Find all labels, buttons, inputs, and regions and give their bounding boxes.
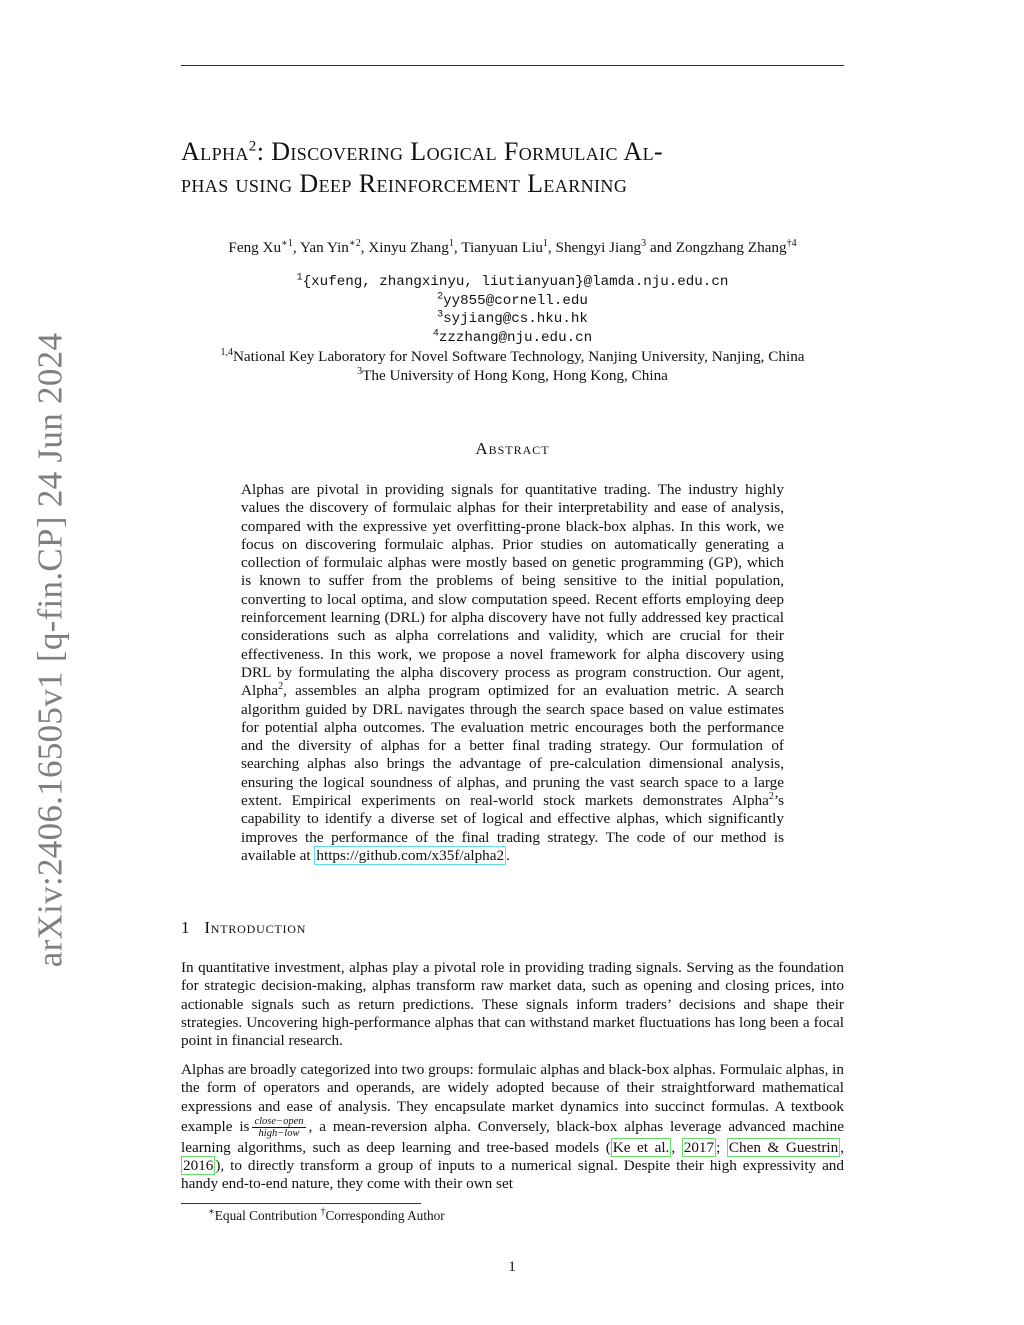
author: [461, 239, 548, 256]
author-separator: ,: [360, 239, 369, 256]
author-name: Feng Xu: [228, 239, 282, 256]
abstract-body: [241, 481, 784, 865]
abstract-text: Alphas are pivotal in providing signals for quantitative trading. The industry highly values the discovery of formulaic alphas for their interpretability and ease of analysis, compared with the expressive yet overfitting-prone black-box alphas. In this work, we focus on discovering formulaic alphas. Prior studies on automatically generating a collection of formulaic alphas were mostly based on genetic programming (GP), which is known to suffer from the problems of being sensitive to the initial population, converting to local optima, and slow computation speed. Recent efforts employing deep reinforcement learning (DRL) for alpha discovery have not fully addressed key practical considerations such as alpha correlations and validity, which are crucial for their effectiveness. In this work, we propose a novel framework for alpha discovery using DRL by formulating the alpha discovery process as program construction. Our agent, Alpha: [241, 481, 784, 700]
abstract-superscript: 2: [768, 790, 774, 802]
abstract-text: , assembles an alpha program optimized for an evaluation metric. A search algorithm guided by DRL navigates through the search space based on value estimates for potential alpha outcomes. The evaluation metric encourages both the performance and the diversity of alphas for a better final trading strategy. Our formulation of searching alphas also brings the advantage of pre-calculation dimensional analysis, ensuring the logical soundness of alphas, and pruning the vast search space to a large extent. Empirical experiments on real-world stock markets demonstrates Alpha: [241, 682, 784, 810]
title-line-1-rest: : Discovering Logical Formulaic Al-: [256, 137, 664, 166]
author-separator: ,: [292, 239, 300, 256]
author: [556, 239, 647, 256]
citation-chen-link[interactable]: Chen & Guestrin: [728, 1138, 839, 1156]
contact-email-3: [181, 310, 844, 329]
paper-title: [181, 136, 844, 200]
author-separator: ,: [453, 239, 462, 256]
footnote-text: Equal Contribution: [214, 1208, 321, 1223]
fraction-denominator: high−low: [258, 1127, 300, 1139]
contact-mark: 1: [296, 272, 303, 284]
contact-text: zzzhang@nju.edu.cn: [438, 329, 593, 346]
author-mark: †4: [786, 237, 797, 249]
author-name: Yan Yin: [299, 239, 349, 256]
arxiv-identifier-stamp: [10, 332, 90, 968]
section-number: 1: [181, 918, 191, 937]
author-and: and: [646, 239, 676, 256]
arxiv-identifier-text: arXiv:2406.16505v1 [q-fin.CP] 24 Jun 2024: [30, 332, 69, 968]
footnote-rule: [181, 1203, 421, 1204]
fraction-numerator: close−open: [254, 1115, 304, 1127]
contact-mark: 2: [437, 290, 444, 302]
author: [300, 239, 361, 256]
contact-text: syjiang@cs.hku.hk: [443, 311, 588, 328]
contact-email-2: [181, 292, 844, 311]
contact-email-1: [181, 273, 844, 292]
author: [676, 239, 797, 256]
formula-fraction: [252, 1116, 305, 1139]
citation-ke-link[interactable]: Ke et al.: [612, 1138, 670, 1156]
abstract-heading: Abstract: [475, 439, 550, 458]
author: [368, 239, 454, 256]
affiliation-mark: 3: [357, 366, 363, 378]
title-line-1: [181, 136, 844, 168]
title-superscript: 2: [248, 138, 257, 155]
abstract-text: ’s capability to identify a diverse set of logical and effective alphas, which significantly improves the performance of the final trading strategy. The code of our method is available at: [241, 792, 784, 864]
citation-separator: ,: [840, 1138, 844, 1156]
abstract-text: .: [506, 846, 510, 864]
footnote-text: Corresponding Author: [325, 1208, 445, 1223]
citation-ke-year-link[interactable]: 2017: [683, 1138, 715, 1156]
paragraph-text: ), to directly transform a group of inputs to a numerical signal. Despite their high expressivity and handy end-to-end nature, they come with their own set: [181, 1157, 844, 1193]
author-name: Zongzhang Zhang: [675, 239, 787, 256]
affiliation-text: The University of Hong Kong, Hong Kong, China: [362, 367, 668, 385]
code-repository-link[interactable]: https://github.com/x35f/alpha2: [316, 846, 505, 864]
author-name: Tianyuan Liu: [461, 239, 543, 256]
author-mark: ∗1: [281, 237, 293, 249]
top-rule: [181, 65, 844, 66]
intro-paragraph-2: [181, 1061, 844, 1194]
contact-mark: 3: [437, 309, 444, 321]
title-line-2: phas using Deep Reinforcement Learning: [181, 169, 628, 198]
footnote: [208, 1208, 445, 1224]
contact-email-4: [181, 329, 844, 348]
author-mark: ∗2: [348, 237, 361, 249]
title-word-alpha: Alpha: [181, 137, 249, 166]
paragraph-text: Alphas are broadly categorized into two groups: formulaic alphas and black-box alphas. Formulaic alphas, in the form of operators and operands, are widely adopted because of their straightforward mathematical expressions and ease of analysis. They encapsulate market dynamics into succinct formulas. A textbook example is: [181, 1061, 844, 1135]
author-separator: ,: [547, 239, 556, 256]
intro-paragraph-1: In quantitative investment, alphas play a pivotal role in providing trading signals. Serving as the foundation for strategic decision-making, alphas transform raw market data, such as opening and closing prices, into actionable signals such as return predictions. These signals inform traders’ decisions and shape their strategies. Uncovering high-performance alphas that can withstand market fluctuations has long been a focal point in financial research.: [181, 959, 844, 1050]
abstract-superscript: 2: [278, 681, 284, 693]
section-title: Introduction: [204, 918, 307, 937]
citation-separator: ;: [716, 1138, 727, 1156]
citation-separator: ,: [671, 1138, 682, 1156]
footnote-mark: †: [320, 1206, 326, 1218]
author-name: Xinyu Zhang: [368, 239, 449, 256]
citation-chen-year-link[interactable]: 2016: [183, 1157, 214, 1175]
footnote-mark: ∗: [208, 1206, 215, 1218]
author: [228, 239, 293, 256]
author-name: Shengyi Jiang: [555, 239, 642, 256]
paragraph-text: , a mean-reversion alpha. Conversely, black-box alphas leverage advanced machine learning algorithms, such as deep learning and tree-based models (: [181, 1117, 844, 1156]
affiliation-text: National Key Laboratory for Novel Software Technology, Nanjing University, Nanjing, China: [232, 348, 805, 366]
affiliation-mark: 1,4: [220, 347, 233, 359]
author-mark: 1: [542, 237, 548, 249]
section-heading-introduction: [181, 918, 306, 938]
affiliation-2: [181, 366, 844, 385]
contact-mark: 4: [432, 328, 439, 340]
page-number: 1: [508, 1258, 516, 1275]
affiliation-1: [181, 347, 844, 366]
contact-text: {xufeng, zhangxinyu, liutianyuan}@lamda.nju.edu.cn: [302, 274, 729, 290]
contact-text: yy855@cornell.edu: [443, 292, 588, 309]
author-mark: 1: [448, 237, 454, 249]
author-mark: 3: [641, 237, 647, 249]
author-list: [181, 238, 844, 258]
author-contacts: [181, 273, 844, 385]
